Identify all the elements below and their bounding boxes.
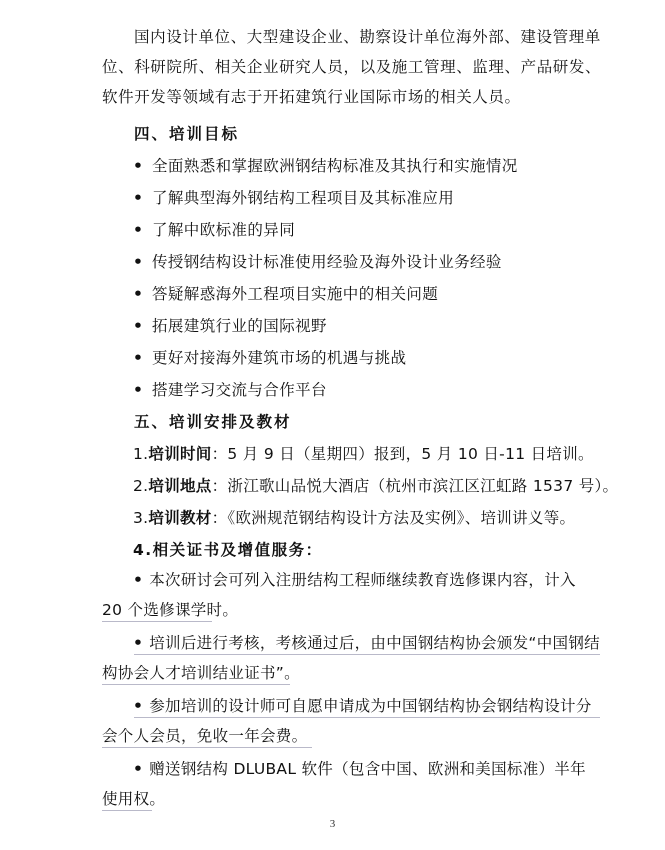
certificate-item-4: • 赠送钢结构 DLUBAL 软件（包含中国、欧洲和美国标准）半年使用权。 — [102, 760, 586, 808]
goal-item-8: • 搭建学习交流与合作平台 — [133, 381, 327, 399]
bullet-icon: • — [133, 760, 144, 778]
goal-item-3: • 了解中欧标准的异同 — [133, 221, 296, 239]
goal-item-1: • 全面熟悉和掌握欧洲钢结构标准及其执行和实施情况 — [133, 157, 518, 175]
training-location: 2.培训地点：浙江歌山品悦大酒店（杭州市滨江区江虹路 1537 号）。 — [133, 477, 619, 495]
certificates-heading: 4.相关证书及增值服务： — [133, 541, 323, 559]
goal-item-7: • 更好对接海外建筑市场的机遇与挑战 — [133, 349, 407, 367]
bullet-icon: • — [133, 634, 144, 652]
bullet-icon: • — [133, 189, 144, 207]
underline — [102, 621, 212, 622]
underline — [102, 747, 312, 748]
underline — [134, 654, 600, 655]
bullet-icon: • — [133, 221, 144, 239]
bullet-icon: • — [133, 697, 144, 715]
bullet-icon: • — [133, 253, 144, 271]
certificate-item-1: • 本次研讨会可列入注册结构工程师继续教育选修课内容，计入 20 个选修课学时。 — [102, 571, 576, 619]
intro-paragraph: 国内设计单位、大型建设企业、勘察设计单位海外部、建设管理单位、科研院所、相关企业研究人员，以及施工管理、监理、产品研发、软件开发等领域有志于开拓建筑行业国际市场的相关人员。 — [102, 28, 602, 106]
section-5-heading: 五、培训安排及教材 — [134, 413, 292, 431]
bullet-icon: • — [133, 317, 144, 335]
goal-item-2: • 了解典型海外钢结构工程项目及其标准应用 — [133, 189, 455, 207]
bullet-icon: • — [133, 349, 144, 367]
goal-item-4: • 传授钢结构设计标准使用经验及海外设计业务经验 — [133, 253, 502, 271]
bullet-icon: • — [133, 381, 144, 399]
underline — [102, 684, 290, 685]
training-materials: 3.培训教材：《欧洲规范钢结构设计方法及实例》、培训讲义等。 — [133, 509, 576, 527]
underline — [102, 810, 152, 811]
goal-item-6: • 拓展建筑行业的国际视野 — [133, 317, 327, 335]
certificate-item-3: • 参加培训的设计师可自愿申请成为中国钢结构协会钢结构设计分会个人会员，免收一年会费。 — [102, 697, 592, 745]
underline — [134, 717, 600, 718]
bullet-icon: • — [133, 157, 144, 175]
goal-item-5: • 答疑解惑海外工程项目实施中的相关问题 — [133, 285, 439, 303]
certificate-item-2: • 培训后进行考核，考核通过后，由中国钢结构协会颁发“中国钢结构协会人才培训结业证书”。 — [102, 634, 600, 682]
bullet-icon: • — [133, 285, 144, 303]
bullet-icon: • — [133, 571, 144, 589]
section-4-heading: 四、培训目标 — [134, 125, 240, 143]
page-number: 3 — [329, 818, 336, 830]
training-time: 1.培训时间：5 月 9 日（星期四）报到，5 月 10 日-11 日培训。 — [133, 445, 594, 463]
